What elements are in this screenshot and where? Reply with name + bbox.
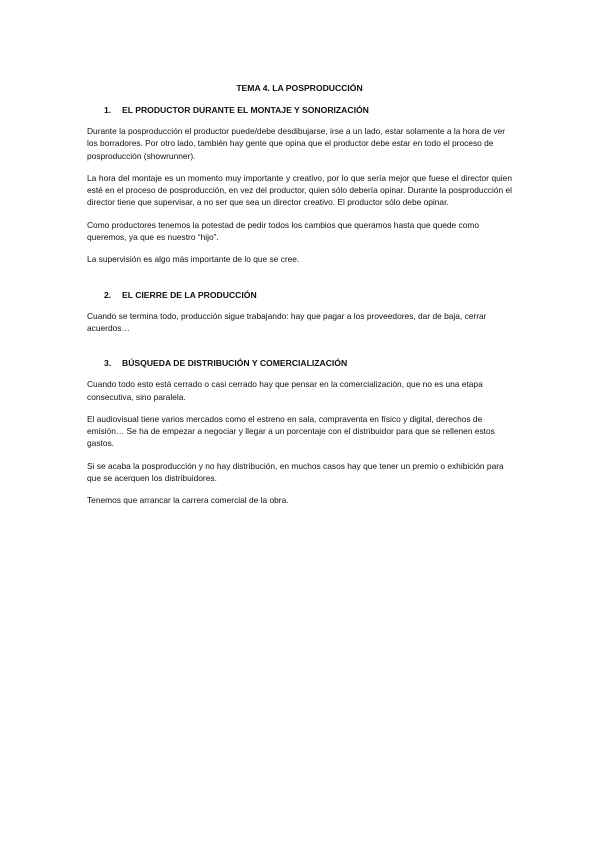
paragraph: Como productores tenemos la potestad de pedir todos los cambios que queramos hasta que quede como queremos, ya que es nuestro “hijo”.: [87, 219, 480, 243]
section-heading-3: [87, 358, 512, 368]
section-heading-1: [87, 105, 512, 115]
paragraph: La supervisión es algo más importante de lo que se cree.: [87, 254, 300, 265]
paragraph: La hora del montaje es un momento muy importante y creativo, por lo que sería mejor que fuese el director quien esté en el proceso de posproducción, en vez del productor, quien sólo debería opinar. Durante la posproducción el director tiene que supervisar, a no ser que sea un director creativo. El productor sólo debe opinar.: [87, 172, 512, 208]
paragraph: Cuando todo esto está cerrado o casi cerrado hay que pensar en la comercialización, que no es una etapa consecutiva, sino paralela.: [87, 379, 483, 402]
paragraph: Tenemos que arrancar la carrera comercial de la obra.: [87, 495, 289, 506]
section-title: EL CIERRE DE LA PRODUCCIÓN: [122, 289, 257, 300]
section-spacer: [87, 344, 512, 358]
paragraph: Durante la posproducción el productor puede/debe desdibujarse, irse a un lado, estar solamente a la hora de ver los borradores. Por otro lado, también hay gente que opina que el productor debe estar en todo el proceso de posproducción (showrunner).: [87, 126, 506, 161]
section-title: EL PRODUCTOR DURANTE EL MONTAJE Y SONORIZACIÓN: [122, 105, 369, 115]
document-title: TEMA 4. LA POSPRODUCCIÓN: [236, 83, 363, 93]
paragraph: Cuando se termina todo, producción sigue trabajando: hay que pagar a los proveedores, dar de baja, cerrar acuerdos…: [87, 310, 487, 333]
section-heading-2: [87, 290, 512, 300]
section-title: BÚSQUEDA DE DISTRIBUCIÓN Y COMERCIALIZACIÓN: [122, 358, 348, 369]
section-number: 2.: [104, 289, 112, 300]
paragraph: Si se acaba la posproducción y no hay distribución, en muchos casos hay que tener un premio o exhibición para que se acerquen los distribuidores.: [87, 460, 504, 484]
section-number: 3.: [104, 358, 112, 369]
section-spacer: [87, 276, 512, 290]
section-number: 1.: [104, 105, 112, 115]
paragraph: El audiovisual tiene varios mercados como el estreno en sala, compraventa en físico y digital, derechos de emisión… Se ha de empezar a negociar y llegar a un porcentaje con el distribuidor para que se rellenen estos gastos.: [87, 413, 495, 449]
